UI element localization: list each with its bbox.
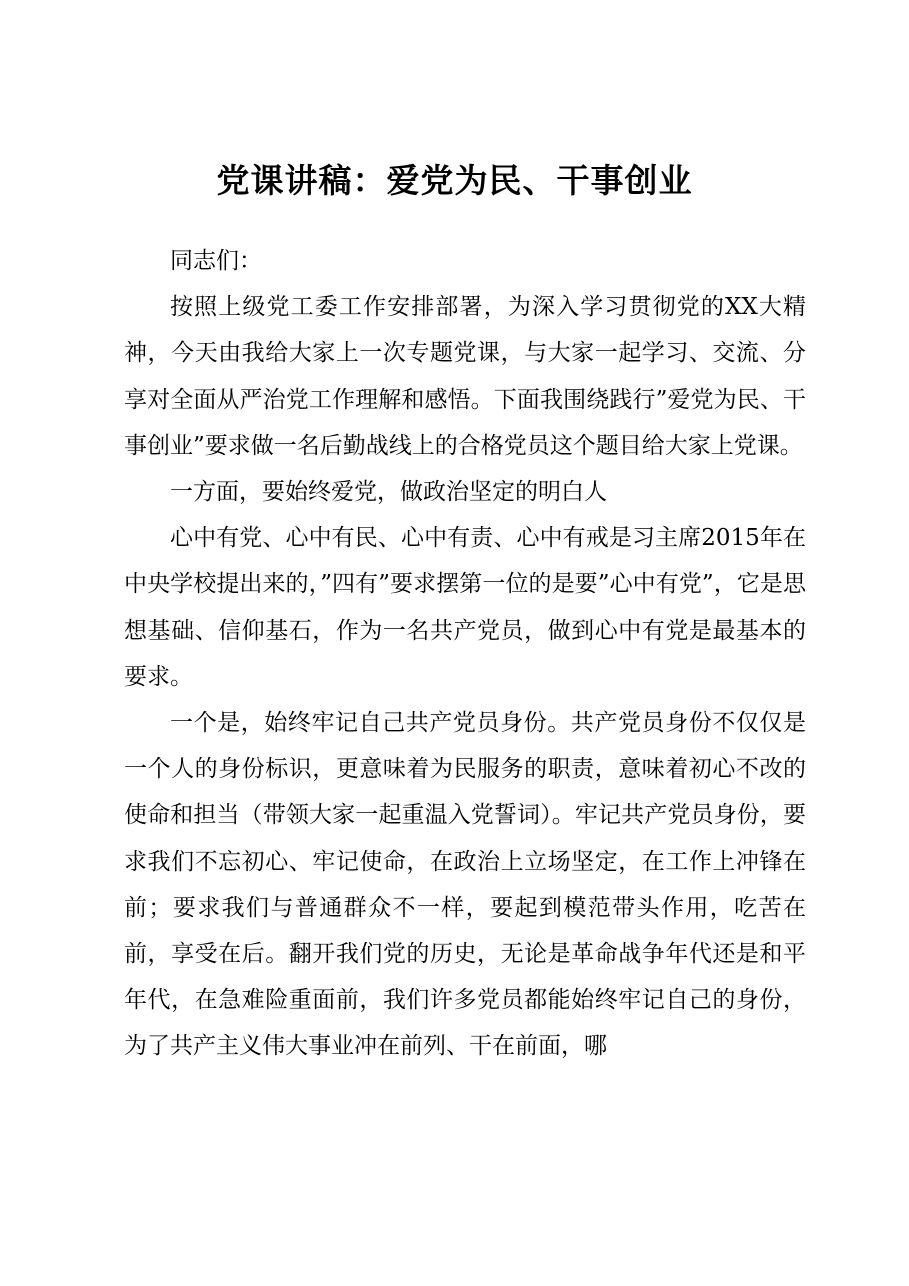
paragraph-salutation: 同志们：: [170, 248, 262, 274]
paragraph-four-haves: 心中有党、心中有民、心中有责、心中有戒是习主席2015年在中央学校提出来的，”四有”要求摆第一位的是要”心中有党”，它是思想基础、信仰基石，作为一名共产党员，做到心中有党是最基本的要求。: [124, 525, 806, 690]
document-body: [124, 238, 806, 1070]
paragraph-party-identity: 一个是，始终牢记自己共产党员身份。共产党员身份不仅仅是一个人的身份标识，更意味着为民服务的职责，意味着初心不改的使命和担当（带领大家一起重温入党誓词）。牢记共产党员身份，要求我们不忘初心、牢记使命，在政治上立场坚定，在工作上冲锋在前；要求我们与普通群众不一样，要起到模范带头作用，吃苦在前，享受在后。翻开我们党的历史，无论是革命战争年代还是和平年代，在急难险重面前，我们许多党员都能始终牢记自己的身份，为了共产主义伟大事业冲在前列、干在前面，哪: [124, 710, 806, 1060]
paragraph-heading-one: 一方面，要始终爱党，做政治坚定的明白人: [170, 479, 607, 506]
paragraph-intro: 按照上级党工委工作安排部署，为深入学习贯彻党的XX大精神，今天由我给大家上一次专题党课，与大家一起学习、交流、分享对全面从严治党工作理解和感悟。下面我围绕践行”爱党为民、干事创业”要求做一名后勤战线上的合格党员这个题目给大家上党课。: [124, 294, 806, 459]
document-title: 党课讲稿：爱党为民、干事创业: [216, 161, 693, 200]
